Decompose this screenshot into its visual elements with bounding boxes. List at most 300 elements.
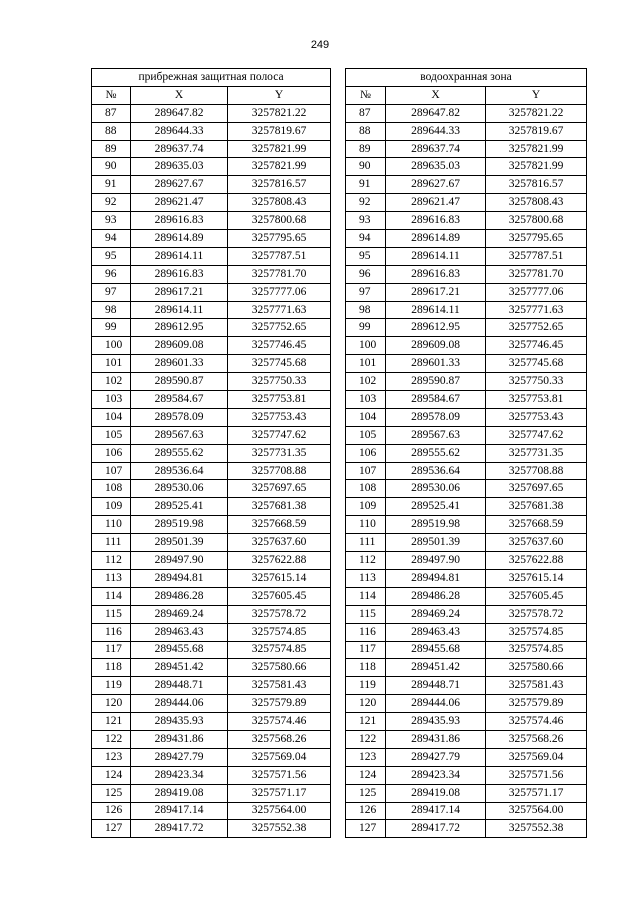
coastal-y-coordinate: 3257637.60 <box>228 534 331 552</box>
table-gap <box>331 695 346 713</box>
coastal-point-number: 95 <box>92 247 131 265</box>
table-gap <box>331 713 346 731</box>
zone-x-coordinate: 289555.62 <box>386 444 486 462</box>
zone-y-coordinate: 3257615.14 <box>486 569 587 587</box>
coastal-y-coordinate: 3257808.43 <box>228 194 331 212</box>
coastal-y-coordinate: 3257753.81 <box>228 391 331 409</box>
table-row <box>92 230 587 248</box>
coastal-y-coordinate: 3257787.51 <box>228 247 331 265</box>
zone-point-number: 115 <box>346 605 386 623</box>
zone-x-coordinate: 289435.93 <box>386 713 486 731</box>
coastal-y-coordinate: 3257580.66 <box>228 659 331 677</box>
coastal-x-coordinate: 289647.82 <box>131 104 228 122</box>
zone-y-coordinate: 3257731.35 <box>486 444 587 462</box>
zone-point-number: 122 <box>346 730 386 748</box>
table-gap <box>331 444 346 462</box>
zone-y-coordinate: 3257605.45 <box>486 587 587 605</box>
zone-y-coordinate: 3257821.99 <box>486 158 587 176</box>
zone-y-coordinate: 3257668.59 <box>486 516 587 534</box>
zone-point-number: 127 <box>346 820 386 838</box>
table-gap <box>331 355 346 373</box>
coastal-x-coordinate: 289536.64 <box>131 462 228 480</box>
zone-point-number: 98 <box>346 301 386 319</box>
table-gap <box>331 498 346 516</box>
zone-point-number: 117 <box>346 641 386 659</box>
coastal-y-coordinate: 3257571.17 <box>228 784 331 802</box>
zone-point-number: 93 <box>346 212 386 230</box>
zone-x-coordinate: 289578.09 <box>386 408 486 426</box>
zone-y-coordinate: 3257753.81 <box>486 391 587 409</box>
coastal-point-number: 123 <box>92 748 131 766</box>
coastal-x-coordinate: 289555.62 <box>131 444 228 462</box>
coastal-point-number: 104 <box>92 408 131 426</box>
coastal-x-coordinate: 289637.74 <box>131 140 228 158</box>
coastal-strip-title: прибрежная защитная полоса <box>92 69 331 87</box>
table-gap <box>331 247 346 265</box>
coastal-header-number: № <box>92 86 131 104</box>
table-row <box>92 355 587 373</box>
coastal-y-coordinate: 3257795.65 <box>228 230 331 248</box>
coastal-x-coordinate: 289417.72 <box>131 820 228 838</box>
table-row <box>92 802 587 820</box>
coastal-x-coordinate: 289635.03 <box>131 158 228 176</box>
coastal-y-coordinate: 3257569.04 <box>228 748 331 766</box>
zone-point-number: 112 <box>346 552 386 570</box>
zone-point-number: 95 <box>346 247 386 265</box>
zone-point-number: 91 <box>346 176 386 194</box>
zone-y-coordinate: 3257569.04 <box>486 748 587 766</box>
table-row <box>92 212 587 230</box>
coastal-x-coordinate: 289614.11 <box>131 247 228 265</box>
coastal-x-coordinate: 289614.11 <box>131 301 228 319</box>
zone-x-coordinate: 289501.39 <box>386 534 486 552</box>
zone-point-number: 120 <box>346 695 386 713</box>
coastal-x-coordinate: 289427.79 <box>131 748 228 766</box>
coastal-x-coordinate: 289617.21 <box>131 283 228 301</box>
table-row <box>92 569 587 587</box>
zone-point-number: 101 <box>346 355 386 373</box>
coastal-x-coordinate: 289444.06 <box>131 695 228 713</box>
zone-x-coordinate: 289530.06 <box>386 480 486 498</box>
table-row <box>92 194 587 212</box>
zone-y-coordinate: 3257750.33 <box>486 373 587 391</box>
table-gap <box>331 408 346 426</box>
coastal-point-number: 88 <box>92 122 131 140</box>
zone-header-number: № <box>346 86 386 104</box>
coastal-header-x: X <box>131 86 228 104</box>
coastal-x-coordinate: 289567.63 <box>131 426 228 444</box>
table-gap <box>331 605 346 623</box>
coastal-x-coordinate: 289601.33 <box>131 355 228 373</box>
zone-point-number: 108 <box>346 480 386 498</box>
coastal-y-coordinate: 3257821.22 <box>228 104 331 122</box>
table-row <box>92 534 587 552</box>
coastal-y-coordinate: 3257800.68 <box>228 212 331 230</box>
table-gap <box>331 283 346 301</box>
zone-x-coordinate: 289644.33 <box>386 122 486 140</box>
table-row <box>92 408 587 426</box>
table-gap <box>331 140 346 158</box>
zone-y-coordinate: 3257681.38 <box>486 498 587 516</box>
zone-y-coordinate: 3257819.67 <box>486 122 587 140</box>
zone-y-coordinate: 3257581.43 <box>486 677 587 695</box>
zone-point-number: 121 <box>346 713 386 731</box>
table-gap <box>331 587 346 605</box>
coastal-point-number: 92 <box>92 194 131 212</box>
coastal-y-coordinate: 3257579.89 <box>228 695 331 713</box>
table-row <box>92 247 587 265</box>
coastal-x-coordinate: 289616.83 <box>131 265 228 283</box>
coastal-x-coordinate: 289419.08 <box>131 784 228 802</box>
coastal-point-number: 90 <box>92 158 131 176</box>
table-row <box>92 820 587 838</box>
table-row <box>92 605 587 623</box>
coordinates-body <box>92 104 587 838</box>
coastal-x-coordinate: 289614.89 <box>131 230 228 248</box>
table-gap <box>331 552 346 570</box>
coastal-y-coordinate: 3257581.43 <box>228 677 331 695</box>
table-row <box>92 373 587 391</box>
table-gap <box>331 730 346 748</box>
zone-y-coordinate: 3257552.38 <box>486 820 587 838</box>
coastal-point-number: 96 <box>92 265 131 283</box>
coastal-x-coordinate: 289417.14 <box>131 802 228 820</box>
coastal-x-coordinate: 289590.87 <box>131 373 228 391</box>
zone-point-number: 119 <box>346 677 386 695</box>
table-gap <box>331 748 346 766</box>
zone-point-number: 110 <box>346 516 386 534</box>
coastal-y-coordinate: 3257574.85 <box>228 641 331 659</box>
coastal-x-coordinate: 289448.71 <box>131 677 228 695</box>
table-gap <box>331 516 346 534</box>
table-gap <box>331 86 346 104</box>
zone-point-number: 89 <box>346 140 386 158</box>
page-number: 249 <box>310 39 330 51</box>
zone-y-coordinate: 3257800.68 <box>486 212 587 230</box>
zone-y-coordinate: 3257568.26 <box>486 730 587 748</box>
coastal-point-number: 126 <box>92 802 131 820</box>
zone-y-coordinate: 3257795.65 <box>486 230 587 248</box>
table-row <box>92 426 587 444</box>
table-gap <box>331 194 346 212</box>
coastal-x-coordinate: 289423.34 <box>131 766 228 784</box>
table-gap <box>331 373 346 391</box>
table-row <box>92 104 587 122</box>
table-row <box>92 319 587 337</box>
table-row <box>92 444 587 462</box>
table-row <box>92 176 587 194</box>
coastal-y-coordinate: 3257771.63 <box>228 301 331 319</box>
table-row <box>92 784 587 802</box>
zone-y-coordinate: 3257752.65 <box>486 319 587 337</box>
coastal-y-coordinate: 3257746.45 <box>228 337 331 355</box>
coastal-y-coordinate: 3257821.99 <box>228 140 331 158</box>
zone-point-number: 126 <box>346 802 386 820</box>
coastal-y-coordinate: 3257668.59 <box>228 516 331 534</box>
coastal-point-number: 116 <box>92 623 131 641</box>
table-gap <box>331 319 346 337</box>
coastal-x-coordinate: 289463.43 <box>131 623 228 641</box>
zone-point-number: 87 <box>346 104 386 122</box>
table-row <box>92 587 587 605</box>
zone-x-coordinate: 289567.63 <box>386 426 486 444</box>
coastal-y-coordinate: 3257574.85 <box>228 623 331 641</box>
zone-y-coordinate: 3257808.43 <box>486 194 587 212</box>
table-gap <box>331 623 346 641</box>
zone-x-coordinate: 289621.47 <box>386 194 486 212</box>
table-row <box>92 713 587 731</box>
zone-point-number: 111 <box>346 534 386 552</box>
zone-y-coordinate: 3257745.68 <box>486 355 587 373</box>
coastal-point-number: 114 <box>92 587 131 605</box>
coastal-y-coordinate: 3257697.65 <box>228 480 331 498</box>
zone-y-coordinate: 3257747.62 <box>486 426 587 444</box>
coastal-y-coordinate: 3257731.35 <box>228 444 331 462</box>
coastal-point-number: 118 <box>92 659 131 677</box>
zone-point-number: 123 <box>346 748 386 766</box>
table-gap <box>331 391 346 409</box>
coastal-y-coordinate: 3257816.57 <box>228 176 331 194</box>
zone-point-number: 92 <box>346 194 386 212</box>
zone-point-number: 116 <box>346 623 386 641</box>
table-row <box>92 552 587 570</box>
zone-point-number: 102 <box>346 373 386 391</box>
zone-x-coordinate: 289423.34 <box>386 766 486 784</box>
zone-y-coordinate: 3257622.88 <box>486 552 587 570</box>
zone-x-coordinate: 289419.08 <box>386 784 486 802</box>
coastal-x-coordinate: 289621.47 <box>131 194 228 212</box>
coastal-point-number: 110 <box>92 516 131 534</box>
zone-x-coordinate: 289590.87 <box>386 373 486 391</box>
column-header-row <box>92 86 587 104</box>
coastal-x-coordinate: 289578.09 <box>131 408 228 426</box>
zone-y-coordinate: 3257753.43 <box>486 408 587 426</box>
zone-y-coordinate: 3257574.85 <box>486 623 587 641</box>
coastal-y-coordinate: 3257819.67 <box>228 122 331 140</box>
zone-y-coordinate: 3257578.72 <box>486 605 587 623</box>
coastal-y-coordinate: 3257615.14 <box>228 569 331 587</box>
zone-y-coordinate: 3257781.70 <box>486 265 587 283</box>
table-gap <box>331 301 346 319</box>
coastal-point-number: 97 <box>92 283 131 301</box>
zone-point-number: 97 <box>346 283 386 301</box>
table-gap <box>331 534 346 552</box>
zone-x-coordinate: 289601.33 <box>386 355 486 373</box>
zone-y-coordinate: 3257697.65 <box>486 480 587 498</box>
table-gap <box>331 766 346 784</box>
coastal-y-coordinate: 3257781.70 <box>228 265 331 283</box>
table-gap <box>331 820 346 838</box>
zone-y-coordinate: 3257787.51 <box>486 247 587 265</box>
coastal-point-number: 91 <box>92 176 131 194</box>
zone-x-coordinate: 289494.81 <box>386 569 486 587</box>
zone-x-coordinate: 289647.82 <box>386 104 486 122</box>
table-gap <box>331 426 346 444</box>
zone-y-coordinate: 3257579.89 <box>486 695 587 713</box>
coastal-y-coordinate: 3257708.88 <box>228 462 331 480</box>
zone-point-number: 107 <box>346 462 386 480</box>
coastal-y-coordinate: 3257752.65 <box>228 319 331 337</box>
coastal-x-coordinate: 289431.86 <box>131 730 228 748</box>
zone-y-coordinate: 3257574.85 <box>486 641 587 659</box>
table-gap <box>331 569 346 587</box>
coastal-point-number: 103 <box>92 391 131 409</box>
coastal-point-number: 98 <box>92 301 131 319</box>
zone-x-coordinate: 289616.83 <box>386 212 486 230</box>
coastal-point-number: 119 <box>92 677 131 695</box>
zone-x-coordinate: 289455.68 <box>386 641 486 659</box>
zone-x-coordinate: 289417.72 <box>386 820 486 838</box>
zone-x-coordinate: 289614.89 <box>386 230 486 248</box>
zone-x-coordinate: 289448.71 <box>386 677 486 695</box>
table-row <box>92 677 587 695</box>
zone-point-number: 105 <box>346 426 386 444</box>
coastal-point-number: 101 <box>92 355 131 373</box>
coastal-point-number: 113 <box>92 569 131 587</box>
zone-point-number: 109 <box>346 498 386 516</box>
coastal-point-number: 112 <box>92 552 131 570</box>
coastal-point-number: 124 <box>92 766 131 784</box>
zone-x-coordinate: 289431.86 <box>386 730 486 748</box>
coastal-point-number: 121 <box>92 713 131 731</box>
coastal-y-coordinate: 3257681.38 <box>228 498 331 516</box>
coastal-point-number: 111 <box>92 534 131 552</box>
zone-y-coordinate: 3257816.57 <box>486 176 587 194</box>
zone-point-number: 113 <box>346 569 386 587</box>
coastal-x-coordinate: 289644.33 <box>131 122 228 140</box>
zone-x-coordinate: 289451.42 <box>386 659 486 677</box>
table-gap <box>331 265 346 283</box>
coastal-point-number: 125 <box>92 784 131 802</box>
coastal-point-number: 89 <box>92 140 131 158</box>
coastal-y-coordinate: 3257571.56 <box>228 766 331 784</box>
table-row <box>92 283 587 301</box>
zone-x-coordinate: 289614.11 <box>386 301 486 319</box>
coastal-x-coordinate: 289497.90 <box>131 552 228 570</box>
table-gap <box>331 176 346 194</box>
coastal-y-coordinate: 3257605.45 <box>228 587 331 605</box>
coastal-x-coordinate: 289530.06 <box>131 480 228 498</box>
coastal-point-number: 100 <box>92 337 131 355</box>
table-gap <box>331 677 346 695</box>
water-protection-zone-title: водоохранная зона <box>346 69 587 87</box>
coastal-y-coordinate: 3257777.06 <box>228 283 331 301</box>
coastal-y-coordinate: 3257552.38 <box>228 820 331 838</box>
zone-x-coordinate: 289463.43 <box>386 623 486 641</box>
coastal-x-coordinate: 289486.28 <box>131 587 228 605</box>
zone-y-coordinate: 3257771.63 <box>486 301 587 319</box>
table-row <box>92 498 587 516</box>
coastal-point-number: 93 <box>92 212 131 230</box>
zone-x-coordinate: 289469.24 <box>386 605 486 623</box>
zone-x-coordinate: 289519.98 <box>386 516 486 534</box>
coastal-y-coordinate: 3257568.26 <box>228 730 331 748</box>
zone-y-coordinate: 3257777.06 <box>486 283 587 301</box>
coastal-point-number: 99 <box>92 319 131 337</box>
zone-y-coordinate: 3257746.45 <box>486 337 587 355</box>
table-gap <box>331 480 346 498</box>
table-row <box>92 766 587 784</box>
coastal-point-number: 122 <box>92 730 131 748</box>
coastal-x-coordinate: 289501.39 <box>131 534 228 552</box>
table-gap <box>331 337 346 355</box>
coastal-x-coordinate: 289494.81 <box>131 569 228 587</box>
coastal-y-coordinate: 3257574.46 <box>228 713 331 731</box>
zone-x-coordinate: 289486.28 <box>386 587 486 605</box>
table-row <box>92 140 587 158</box>
zone-y-coordinate: 3257637.60 <box>486 534 587 552</box>
zone-x-coordinate: 289584.67 <box>386 391 486 409</box>
table-row <box>92 158 587 176</box>
coordinates-table <box>91 68 587 838</box>
coastal-x-coordinate: 289519.98 <box>131 516 228 534</box>
coastal-x-coordinate: 289469.24 <box>131 605 228 623</box>
coastal-y-coordinate: 3257753.43 <box>228 408 331 426</box>
zone-x-coordinate: 289614.11 <box>386 247 486 265</box>
coastal-point-number: 108 <box>92 480 131 498</box>
coastal-point-number: 105 <box>92 426 131 444</box>
zone-y-coordinate: 3257821.99 <box>486 140 587 158</box>
zone-point-number: 90 <box>346 158 386 176</box>
zone-x-coordinate: 289635.03 <box>386 158 486 176</box>
coastal-y-coordinate: 3257622.88 <box>228 552 331 570</box>
zone-point-number: 103 <box>346 391 386 409</box>
zone-x-coordinate: 289617.21 <box>386 283 486 301</box>
zone-y-coordinate: 3257580.66 <box>486 659 587 677</box>
coastal-x-coordinate: 289616.83 <box>131 212 228 230</box>
coastal-y-coordinate: 3257750.33 <box>228 373 331 391</box>
coastal-x-coordinate: 289609.08 <box>131 337 228 355</box>
table-row <box>92 516 587 534</box>
coastal-point-number: 102 <box>92 373 131 391</box>
zone-point-number: 106 <box>346 444 386 462</box>
coastal-y-coordinate: 3257564.00 <box>228 802 331 820</box>
table-row <box>92 730 587 748</box>
coastal-x-coordinate: 289584.67 <box>131 391 228 409</box>
zone-point-number: 99 <box>346 319 386 337</box>
table-gap <box>331 230 346 248</box>
zone-x-coordinate: 289427.79 <box>386 748 486 766</box>
zone-x-coordinate: 289627.67 <box>386 176 486 194</box>
table-gap <box>331 69 346 87</box>
table-row <box>92 391 587 409</box>
coastal-point-number: 109 <box>92 498 131 516</box>
zone-x-coordinate: 289417.14 <box>386 802 486 820</box>
zone-y-coordinate: 3257821.22 <box>486 104 587 122</box>
coastal-point-number: 94 <box>92 230 131 248</box>
table-row <box>92 480 587 498</box>
zone-y-coordinate: 3257708.88 <box>486 462 587 480</box>
coastal-point-number: 120 <box>92 695 131 713</box>
zone-x-coordinate: 289637.74 <box>386 140 486 158</box>
zone-y-coordinate: 3257574.46 <box>486 713 587 731</box>
coastal-point-number: 87 <box>92 104 131 122</box>
table-gap <box>331 158 346 176</box>
zone-x-coordinate: 289616.83 <box>386 265 486 283</box>
table-row <box>92 337 587 355</box>
table-gap <box>331 784 346 802</box>
zone-y-coordinate: 3257571.56 <box>486 766 587 784</box>
coastal-x-coordinate: 289455.68 <box>131 641 228 659</box>
table-row <box>92 623 587 641</box>
zone-point-number: 88 <box>346 122 386 140</box>
table-gap <box>331 659 346 677</box>
zone-x-coordinate: 289525.41 <box>386 498 486 516</box>
coastal-y-coordinate: 3257747.62 <box>228 426 331 444</box>
table-gap <box>331 104 346 122</box>
coastal-point-number: 115 <box>92 605 131 623</box>
zone-y-coordinate: 3257564.00 <box>486 802 587 820</box>
